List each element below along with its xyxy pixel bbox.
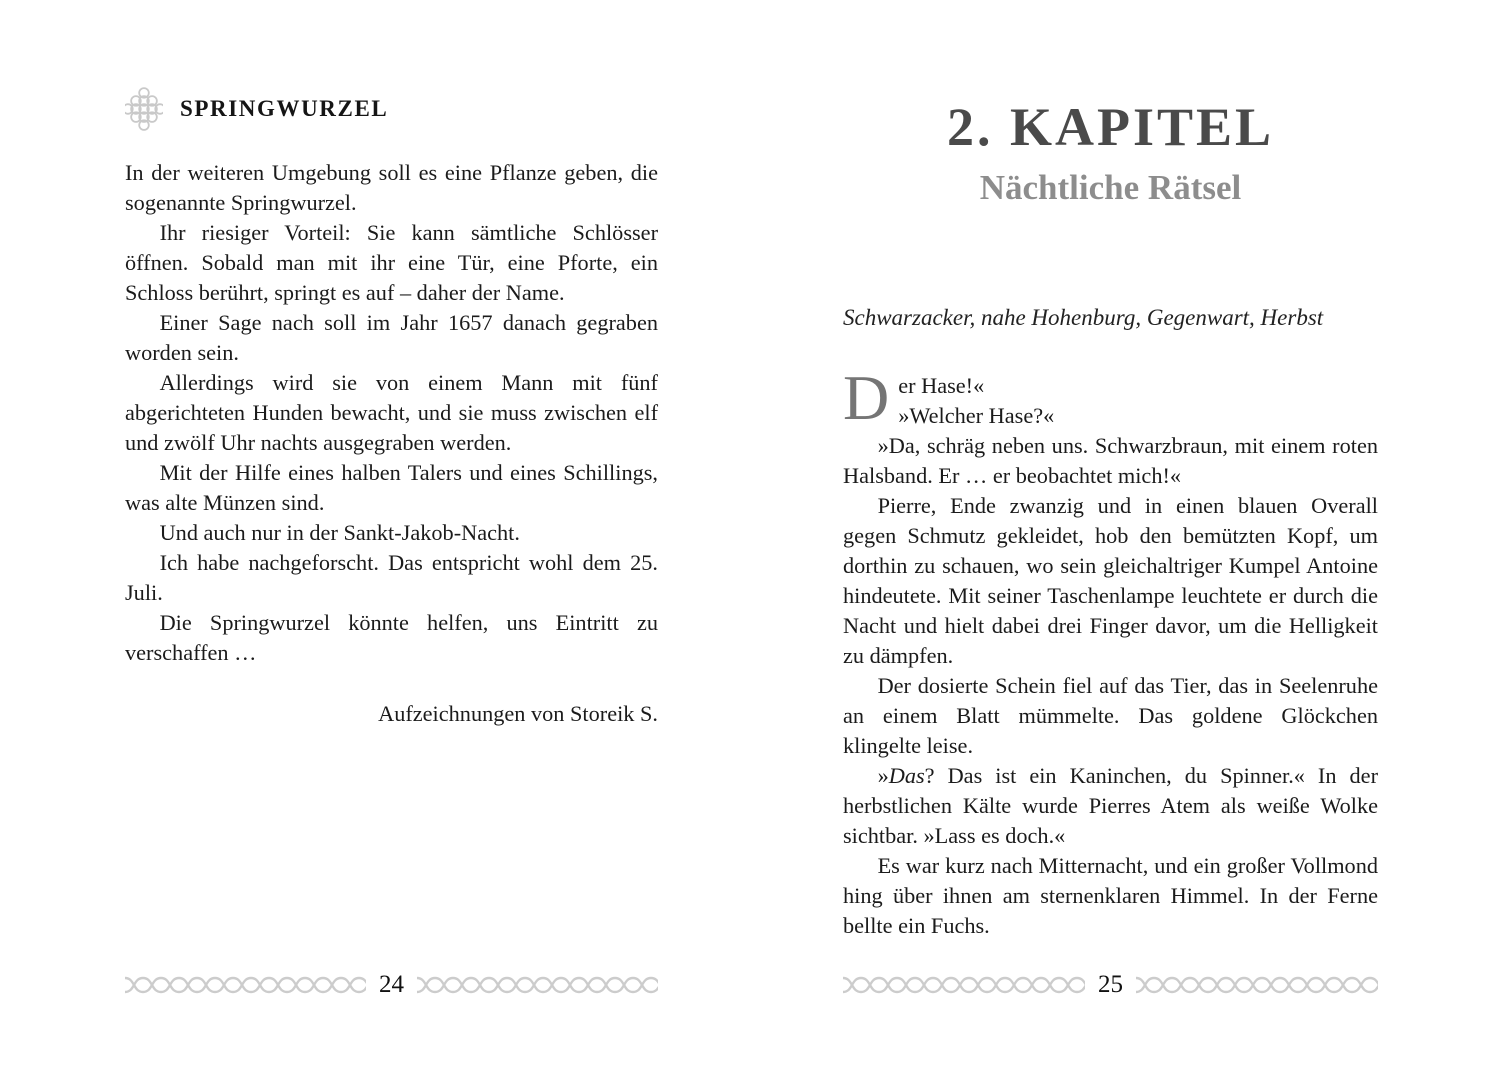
braid-chain-icon xyxy=(125,973,366,997)
paragraph: »Da, schräg neben uns. Schwarzbraun, mit einem roten Halsband. Er … er beobachtet mich!« xyxy=(843,433,1378,488)
running-head-title: SPRINGWURZEL xyxy=(180,96,389,121)
paragraph: Die Springwurzel könnte helfen, uns Eintritt zu verschaffen … xyxy=(125,610,658,665)
paragraph: Der dosierte Schein fiel auf das Tier, das in Seelenruhe an einem Blatt mümmelte. Das goldene Glöckchen klingelte leise. xyxy=(843,673,1378,758)
paragraph: In der weiteren Umgebung soll es eine Pflanze geben, die sogenannte Springwurzel. xyxy=(125,160,658,215)
page-number: 25 xyxy=(1098,971,1123,998)
chapter-heading xyxy=(843,96,1378,208)
scene-setting-line: Schwarzacker, nahe Hohenburg, Gegenwart, Herbst xyxy=(843,305,1324,330)
paragraph: Mit der Hilfe eines halben Talers und eines Schillings, was alte Münzen sind. xyxy=(125,460,658,515)
left-page-body xyxy=(125,158,658,668)
paragraph: Allerdings wird sie von einem Mann mit fünf abgerichteten Hunden bewacht, und sie muss zwischen elf und zwölf Uhr nachts ausgegraben werden. xyxy=(125,370,658,455)
paragraph: Ihr riesiger Vorteil: Sie kann sämtliche Schlösser öffnen. Sobald man mit ihr eine Tür, eine Pforte, ein Schloss berührt, springt es auf – daher der Name. xyxy=(125,220,658,305)
page-footer-left xyxy=(125,973,658,997)
paragraph: Ich habe nachgeforscht. Das entspricht wohl dem 25. Juli. xyxy=(125,550,658,605)
knot-ornament-icon xyxy=(125,86,163,132)
paragraph: Es war kurz nach Mitternacht, und ein großer Vollmond hing über ihnen am sternenklaren Himmel. In der Ferne bellte ein Fuchs. xyxy=(843,853,1378,938)
paragraph-rest: ? Das ist ein Kaninchen, du Spinner.« In der herbstlichen Kälte wurde Pierres Atem als weiße Wolke sichtbar. »Lass es doch.« xyxy=(843,763,1378,848)
paragraph: Und auch nur in der Sankt-Jakob-Nacht. xyxy=(159,520,520,545)
paragraph: Pierre, Ende zwanzig und in einen blauen Overall gegen Schmutz gekleidet, hob den bemützten Kopf, um dorthin zu schauen, wo sein gleichaltriger Kumpel Antoine hindeutete. Mit seiner Taschenlampe leuchtete er durch die Nacht und hielt dabei drei Finger davor, um die Helligkeit zu dämpfen. xyxy=(843,493,1378,668)
paragraph-opening xyxy=(843,362,1378,433)
page-right xyxy=(843,0,1378,1086)
emphasized-word: Das xyxy=(888,763,925,788)
running-head xyxy=(125,86,388,132)
braid-chain-icon xyxy=(417,973,658,997)
attribution-line: Aufzeichnungen von Storeik S. xyxy=(378,701,658,726)
opening-line-1: er Hase!« xyxy=(898,373,985,398)
page-footer-right xyxy=(843,973,1378,997)
right-page-body xyxy=(843,362,1378,941)
quote-open: » xyxy=(877,763,889,788)
page-left xyxy=(125,0,658,1086)
chapter-subtitle: Nächtliche Rätsel xyxy=(979,168,1242,207)
paragraph-with-italic xyxy=(843,761,1378,851)
chapter-title: 2. KAPITEL xyxy=(946,97,1275,157)
page-number: 24 xyxy=(379,971,404,998)
opening-line-2: »Welcher Hase?« xyxy=(898,403,1055,428)
drop-cap: D xyxy=(843,362,890,433)
braid-chain-icon xyxy=(1136,973,1378,997)
braid-chain-icon xyxy=(843,973,1085,997)
paragraph: Einer Sage nach soll im Jahr 1657 danach gegraben worden sein. xyxy=(125,310,658,365)
